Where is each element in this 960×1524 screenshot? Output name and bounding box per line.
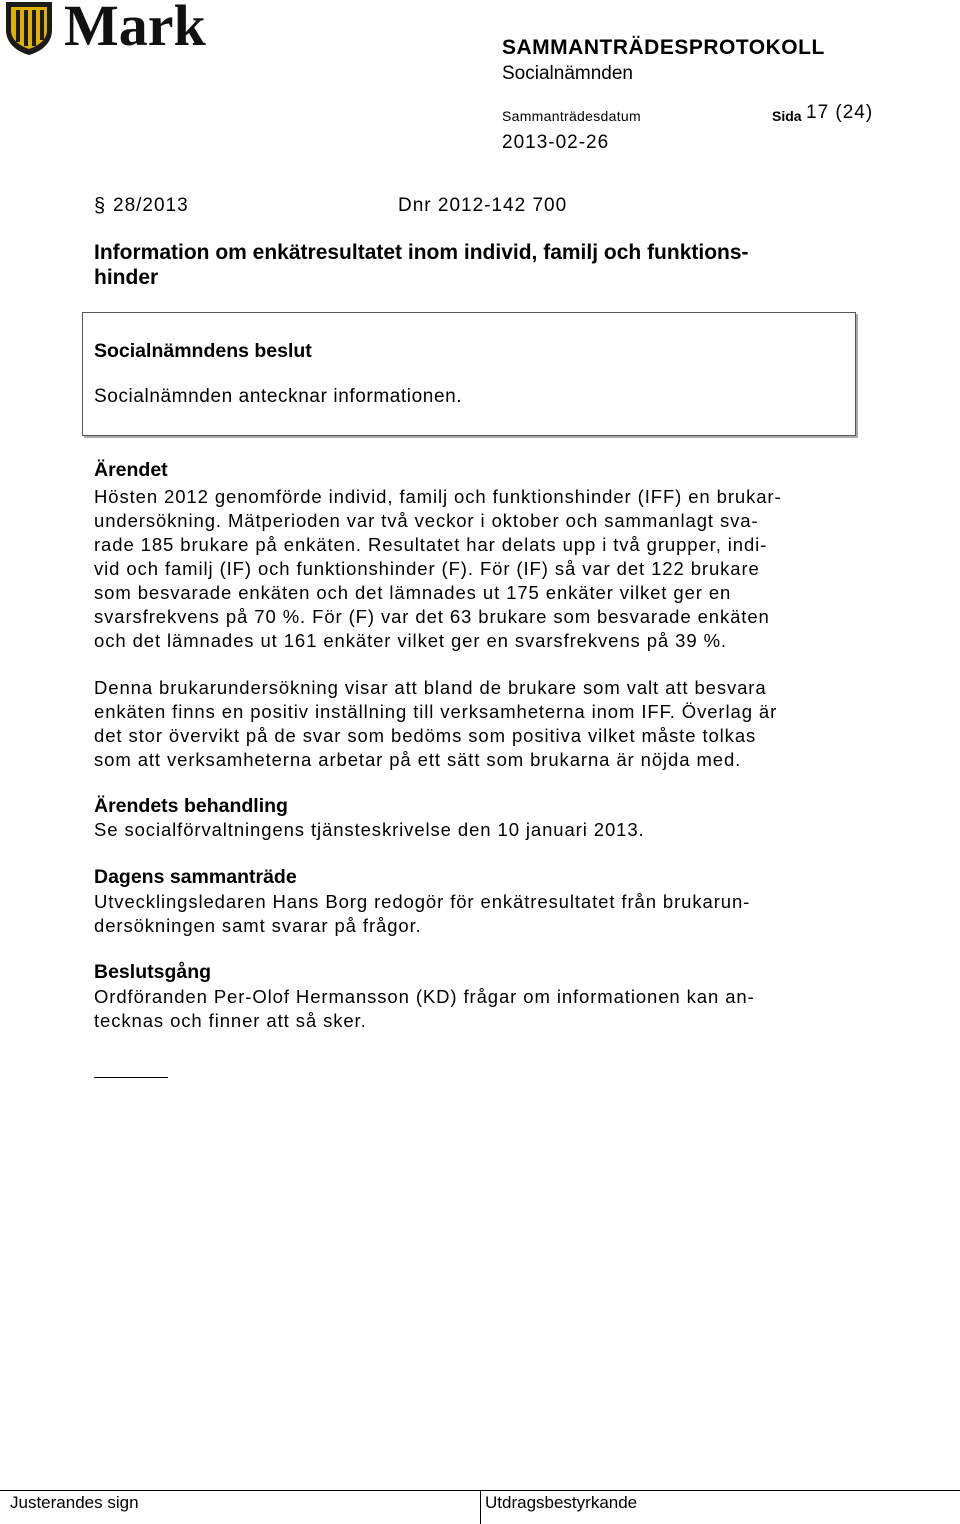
decision-heading: Socialnämndens beslut (94, 340, 312, 362)
paragraph-line: Hösten 2012 genomförde individ, familj och funktionshinder (IFF) en brukar- (94, 486, 782, 507)
paragraph-line: rade 185 brukare på enkäten. Resultatet har delats upp i två grupper, indi- (94, 534, 768, 555)
paragraph-line: tecknas och finner att så sker. (94, 1010, 367, 1031)
paragraph-line: Se socialförvaltningens tjänsteskrivelse den 10 januari 2013. (94, 819, 645, 840)
decision-text: Socialnämnden antecknar informationen. (94, 386, 463, 407)
arendet-paragraph-2 (94, 676, 894, 772)
municipality-crest-icon (4, 0, 54, 56)
case-title (94, 240, 854, 290)
certification-field-label: Utdragsbestyrkande (485, 1493, 638, 1512)
arendet-heading: Ärendet (94, 459, 168, 481)
sammantrade-heading: Dagens sammanträde (94, 866, 297, 888)
sammantrade-text (94, 890, 894, 938)
paragraph-line: Utvecklingsledaren Hans Borg redogör för enkätresultatet från brukarun- (94, 891, 751, 912)
committee-name: Socialnämnden (502, 63, 633, 84)
paragraph-line: enkäten finns en positiv inställning till verksamheterna inom IFF. Överlag är (94, 701, 778, 722)
case-number: 28/2013 (113, 195, 189, 216)
arendet-paragraph-1 (94, 485, 894, 653)
beslutsgang-heading: Beslutsgång (94, 961, 212, 983)
decision-box (82, 312, 856, 436)
paragraph-line: svarsfrekvens på 70 %. För (F) var det 63 brukare som besvarade enkäten (94, 606, 770, 627)
meeting-date: 2013-02-26 (502, 132, 610, 153)
municipality-logo-text: Mark (64, 0, 206, 58)
diary-number: Dnr 2012-142 700 (398, 195, 568, 216)
document-type: SAMMANTRÄDESPROTOKOLL (502, 36, 825, 59)
signature-field-label: Justerandes sign (10, 1493, 139, 1512)
meeting-date-label: Sammanträdesdatum (502, 108, 641, 124)
behandling-text (94, 818, 894, 842)
section-end-rule (94, 1077, 168, 1078)
paragraph-line: Denna brukarundersökning visar att bland de brukare som valt att besvara (94, 677, 767, 698)
behandling-heading: Ärendets behandling (94, 795, 288, 817)
beslutsgang-text (94, 985, 894, 1033)
case-title-line: Information om enkätresultatet inom individ, familj och funktions- (94, 241, 749, 264)
paragraph-line: Ordföranden Per-Olof Hermansson (KD) frågar om informationen kan an- (94, 986, 755, 1007)
footer-divider (480, 1490, 481, 1524)
paragraph-line: dersökningen samt svarar på frågor. (94, 915, 422, 936)
page-label: Sida (772, 108, 802, 124)
paragraph-line: som besvarade enkäten och det lämnades ut 175 enkäter vilket ger en (94, 582, 732, 603)
paragraph-line: och det lämnades ut 161 enkäter vilket ger en svarsfrekvens på 39 %. (94, 630, 727, 651)
paragraph-line: som att verksamheterna arbetar på ett sätt som brukarna är nöjda med. (94, 749, 742, 770)
paragraph-line: vid och familj (IF) och funktionshinder (F). För (IF) så var det 122 brukare (94, 558, 760, 579)
section-symbol: § (94, 195, 106, 217)
page-number: 17 (24) (806, 102, 874, 123)
case-title-line: hinder (94, 266, 159, 289)
paragraph-line: undersökning. Mätperioden var två veckor i oktober och sammanlagt sva- (94, 510, 759, 531)
paragraph-line: det stor övervikt på de svar som bedöms som positiva vilket måste tolkas (94, 725, 757, 746)
